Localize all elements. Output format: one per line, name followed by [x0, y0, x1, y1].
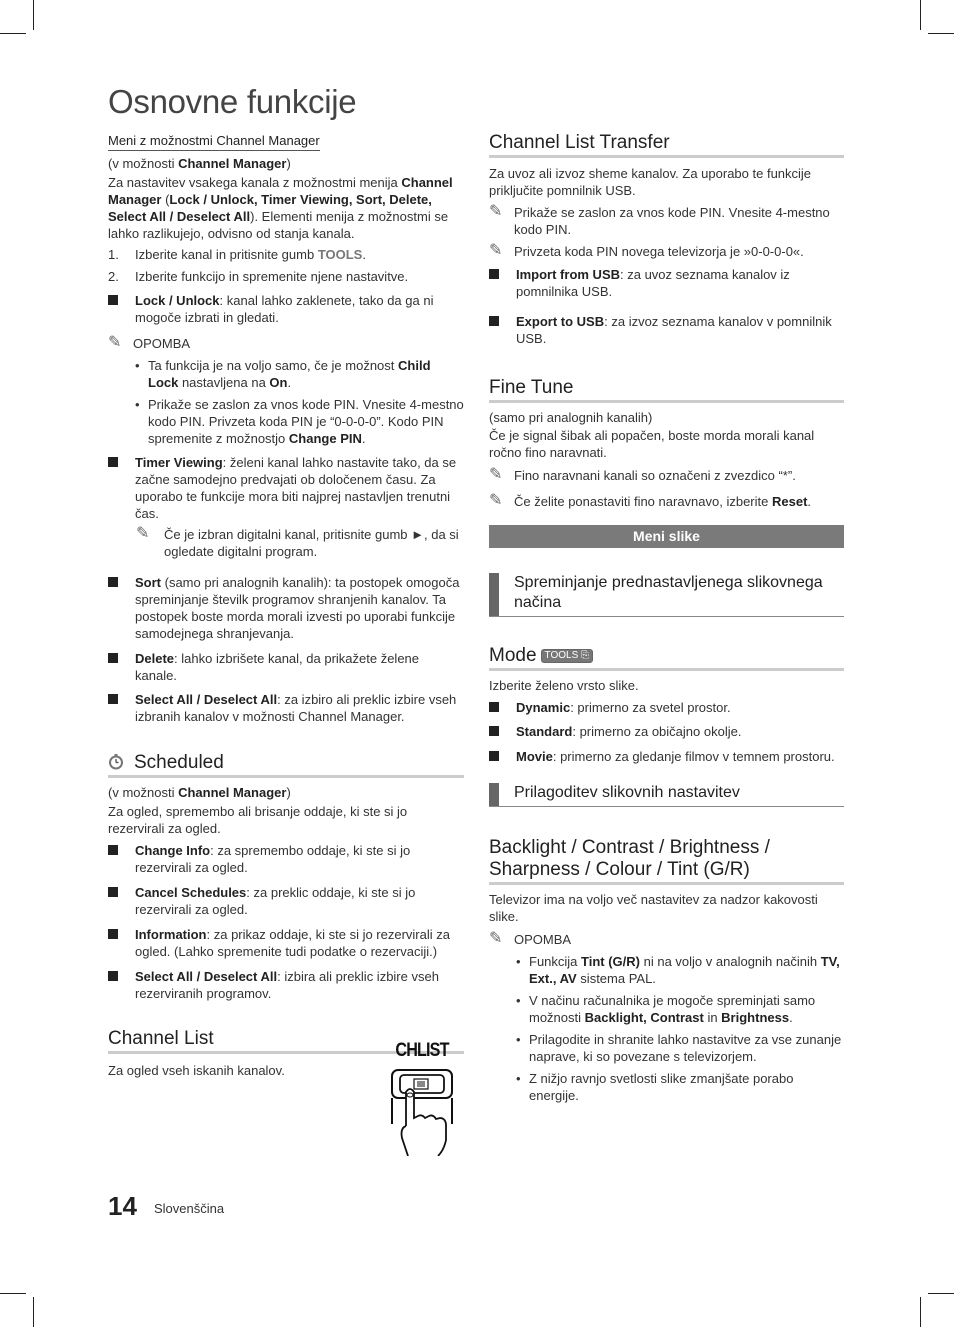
adjust-picture-heading: Prilagoditev slikovnih nastavitev: [489, 783, 844, 807]
chlist-label: CHLIST: [395, 1040, 449, 1061]
page-title: Osnovne funkcije: [108, 83, 357, 120]
note-bullet: • Ta funkcija je na voljo samo, če je možnost Child Lock nastavljena na On.: [135, 358, 431, 390]
change-mode-heading: Spreminjanje prednastavljenega slikovnega načina: [489, 573, 844, 617]
pencil-note-icon: ✎: [489, 203, 503, 220]
backlight-intro: Televizor ima na voljo več nastavitev za nadzor kakovosti slike.: [489, 892, 818, 924]
list-item-sort: Sort (samo pri analognih kanalih): ta postopek omogoča spreminjanje številk programov shranjenih kanalov. Ta postopek boste morda morali izvesti po uporabi funkcije samodejnega shranjevanja.: [108, 574, 464, 642]
fine-tune-note: ✎ Če želite ponastaviti fino naravnavo, izberite Reset.: [489, 492, 812, 509]
pencil-note-icon: ✎: [489, 492, 503, 509]
chlist-remote-icon: [388, 1040, 456, 1155]
list-item-movie: Movie: primerno za gledanje filmov v temnem prostoru.: [489, 748, 844, 765]
pencil-note-icon: ✎: [108, 334, 122, 351]
bullet-icon: •: [135, 397, 140, 412]
pencil-note-icon: ✎: [489, 242, 503, 259]
square-bullet-icon: [489, 751, 499, 761]
list-item-delete: Delete: lahko izbrišete kanal, da prikažete želene kanale.: [108, 650, 464, 684]
pencil-note-icon: ✎: [136, 525, 150, 542]
timer-note: ✎ Če je izbran digitalni kanal, pritisnite gumb ►, da si ogledate digitalni program.: [136, 525, 459, 559]
square-bullet-icon: [108, 457, 118, 467]
picture-menu-bar: Meni slike: [489, 525, 844, 548]
left-column: [108, 132, 464, 1079]
crop-mark: [0, 1293, 26, 1294]
list-item-import-usb: Import from USB: za uvoz seznama kanalov iz pomnilnika USB.: [489, 266, 844, 300]
bullet-icon: •: [516, 1071, 521, 1086]
channel-list-heading: Channel List: [108, 1028, 464, 1054]
crop-mark: [0, 33, 26, 34]
list-item-information: Information: za prikaz oddaje, ki ste si jo rezervirali za ogled. (Lahko spremenite tudi podatke o rezervaciji.): [108, 926, 464, 960]
backlight-bullet: • Prilagodite in shranite lahko nastavitve za vse zunanje naprave, ki so povezane s televizorjem.: [516, 1032, 842, 1064]
channel-list-transfer-heading: Channel List Transfer: [489, 132, 844, 158]
list-item-timer-viewing: Timer Viewing: želeni kanal lahko nastavite tako, da se začne samodejno predvajati ob določenem času. Za uporabo te funkcije mora biti najprej nastavljen trenutni čas.: [108, 454, 464, 522]
square-bullet-icon: [489, 726, 499, 736]
step-1: 1. Izberite kanal in pritisnite gumb TOOLS.: [108, 247, 366, 262]
note-bullet: • Prikaže se zaslon za vnos kode PIN. Vnesite 4-mestno kodo PIN. Privzeta koda PIN je “0-0-0-0”. Kodo PIN spremenite z možnostjo Change PIN.: [135, 397, 464, 446]
list-item-select-all-scheduled: Select All / Deselect All: izbira ali preklic izbire vseh rezerviranih programov.: [108, 968, 464, 1002]
backlight-bullet: • Funkcija Tint (G/R) ni na voljo v analognih načinih TV, Ext., AV sistema PAL.: [516, 954, 840, 986]
square-bullet-icon: [489, 269, 499, 279]
list-item-lock-unlock: Lock / Unlock: kanal lahko zaklenete, tako da ga ni mogoče izbrati in gledati.: [108, 292, 464, 326]
fine-tune-note: ✎ Fino naravnani kanali so označeni z zvezdico “*”.: [489, 466, 796, 483]
list-item-cancel-schedules: Cancel Schedules: za preklic oddaje, ki ste si jo rezervirali za ogled.: [108, 884, 464, 918]
clock-icon: [108, 754, 124, 770]
crop-mark: [928, 33, 954, 34]
fine-tune-intro: Če je signal šibak ali popačen, boste morda morali kanal ročno fino naravnati.: [489, 428, 815, 460]
bullet-icon: •: [135, 358, 140, 373]
pencil-note-icon: ✎: [489, 930, 503, 947]
list-item-change-info: Change Info: za spremembo oddaje, ki ste si jo rezervirali za ogled.: [108, 842, 464, 876]
page-number: 14: [108, 1191, 137, 1221]
scheduled-heading: Scheduled: [108, 752, 464, 778]
fine-tune-heading: Fine Tune: [489, 377, 844, 403]
backlight-bullet: • Z nižjo ravnjo svetlosti slike zmanjšate porabo energije.: [516, 1071, 794, 1103]
square-bullet-icon: [489, 702, 499, 712]
list-item-standard: Standard: primerno za običajno okolje.: [489, 723, 844, 740]
crop-mark: [33, 0, 34, 30]
mode-intro: Izberite želeno vrsto slike.: [489, 678, 639, 693]
channel-manager-heading: Meni z možnostmi Channel Manager: [108, 132, 464, 151]
transfer-note: ✎ Privzeta koda PIN novega televizorja je »0-0-0-0«.: [489, 242, 804, 259]
bullet-icon: •: [516, 1032, 521, 1047]
bullet-icon: •: [516, 993, 521, 1008]
pencil-note-icon: ✎: [489, 466, 503, 483]
square-bullet-icon: [108, 653, 118, 663]
transfer-note: ✎ Prikaže se zaslon za vnos kode PIN. Vnesite 4-mestno kodo PIN.: [489, 203, 830, 237]
note-label: ✎ OPOMBA: [108, 334, 191, 351]
crop-mark: [920, 1297, 921, 1327]
right-column: [489, 132, 844, 1104]
fine-tune-context: (samo pri analognih kanalih): [489, 410, 653, 425]
channel-manager-intro: Za nastavitev vsakega kanala z možnostmi menija Channel Manager (Lock / Unlock, Timer Viewing, Sort, Delete, Select All / Deselect All). Elementi menija z možnostmi se lahko razlikujejo, odvisno od stanja kanala.: [108, 175, 453, 241]
page-language: Slovenščina: [154, 1201, 225, 1216]
backlight-bullet: • V načinu računalnika je mogoče spreminjati samo možnosti Backlight, Contrast in Brightness.: [516, 993, 816, 1025]
list-item-dynamic: Dynamic: primerno za svetel prostor.: [489, 699, 844, 716]
mode-heading: Mode TOOLS ⎘: [489, 645, 844, 671]
square-bullet-icon: [108, 295, 118, 305]
crop-mark: [33, 1297, 34, 1327]
backlight-note-label: ✎ OPOMBA: [489, 930, 572, 947]
square-bullet-icon: [108, 577, 118, 587]
square-bullet-icon: [108, 929, 118, 939]
context-line: (v možnosti Channel Manager): [108, 156, 291, 171]
list-item-select-all: Select All / Deselect All: za izbiro ali preklic izbire vseh izbranih kanalov v možnosti Channel Manager.: [108, 691, 464, 725]
square-bullet-icon: [108, 971, 118, 981]
bullet-icon: •: [516, 954, 521, 969]
square-bullet-icon: [489, 316, 499, 326]
crop-mark: [928, 1293, 954, 1294]
scheduled-context: (v možnosti Channel Manager): [108, 785, 291, 800]
crop-mark: [920, 0, 921, 30]
backlight-heading: Backlight / Contrast / Brightness / Sharpness / Colour / Tint (G/R): [489, 837, 844, 885]
step-2: 2. Izberite funkcijo in spremenite njene nastavitve.: [108, 269, 409, 284]
square-bullet-icon: [108, 845, 118, 855]
scheduled-intro: Za ogled, spremembo ali brisanje oddaje, ki ste si jo rezervirali za ogled.: [108, 804, 408, 836]
square-bullet-icon: [108, 694, 118, 704]
tools-badge-icon: TOOLS ⎘: [541, 649, 594, 663]
list-item-export-usb: Export to USB: za izvoz seznama kanalov v pomnilnik USB.: [489, 313, 844, 347]
channel-list-text: Za ogled vseh iskanih kanalov.: [108, 1063, 285, 1078]
square-bullet-icon: [108, 887, 118, 897]
transfer-intro: Za uvoz ali izvoz sheme kanalov. Za uporabo te funkcije priključite pomnilnik USB.: [489, 166, 812, 198]
